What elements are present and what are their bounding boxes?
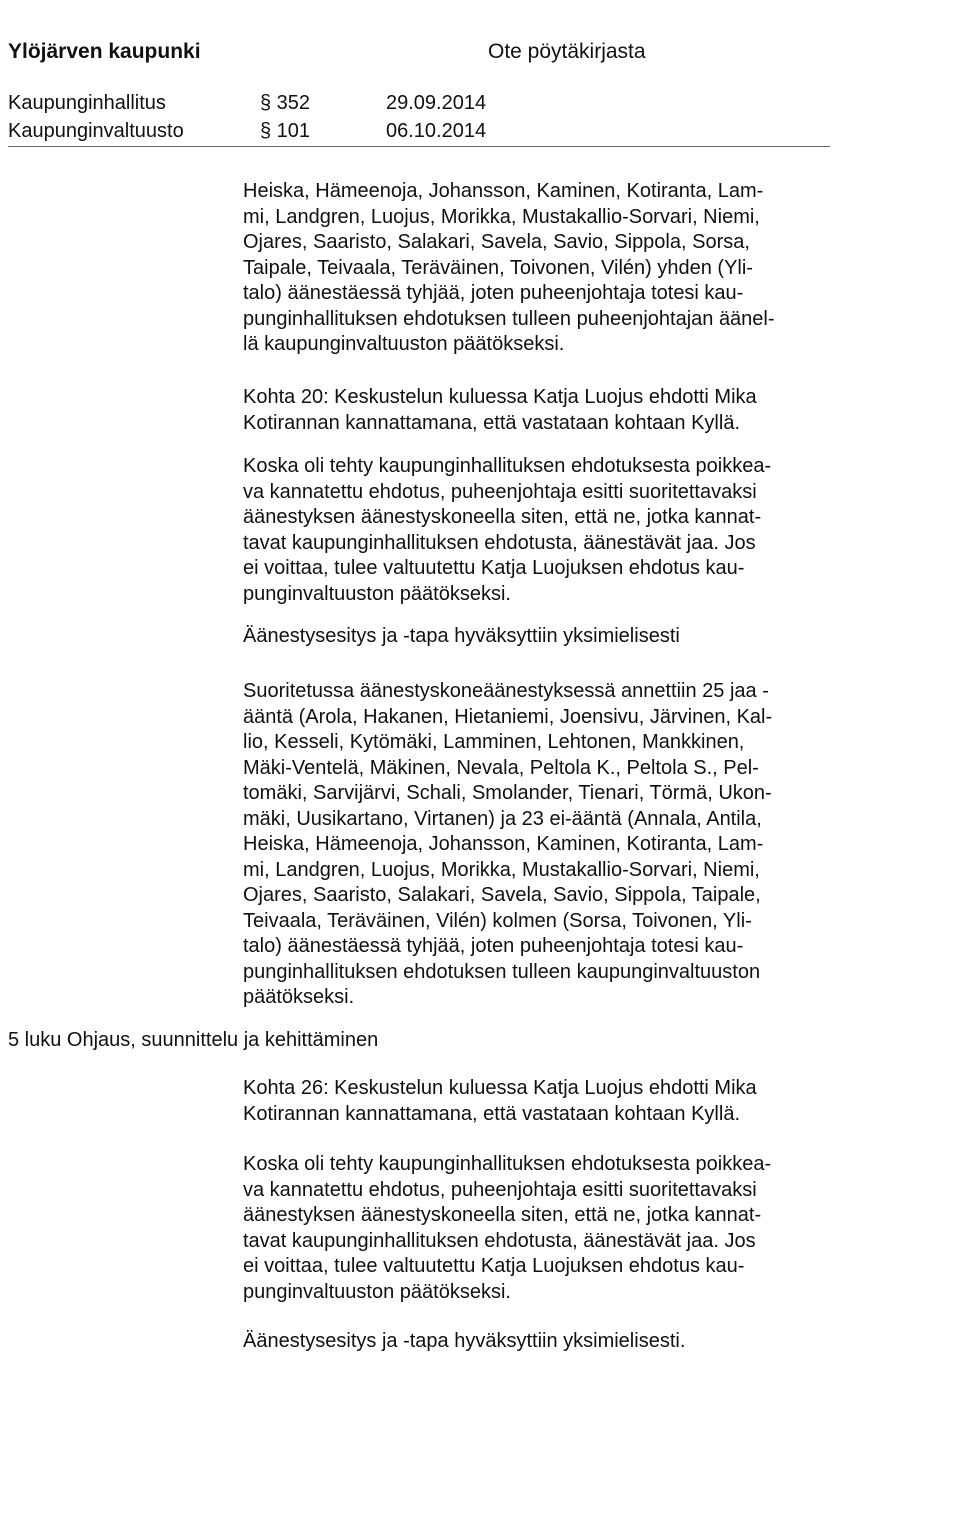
paragraph <box>243 385 843 436</box>
paragraph-line: Teivaala, Teräväinen, Vilén) kolmen (Sorsa, Toivonen, Yli- <box>243 909 752 932</box>
paragraph-line: Kohta 20: Keskustelun kuluessa Katja Luojus ehdotti Mika <box>243 386 757 408</box>
paragraph-line: punginvaltuuston päätökseksi. <box>243 1280 511 1303</box>
paragraph-line: Suoritetussa äänestyskoneäänestyksessä annettiin 25 jaa - <box>243 680 769 702</box>
paragraph-line: Kotirannan kannattamana, että vastataan kohtaan Kyllä. <box>243 411 741 434</box>
side-heading: 5 luku Ohjaus, suunnittelu ja kehittäminen <box>8 1029 379 1051</box>
paragraph-line: mäki, Uusikartano, Virtanen) ja 23 ei-ääntä (Annala, Antila, <box>243 807 762 830</box>
paragraph-line: Ojares, Saaristo, Salakari, Savela, Savio, Sippola, Taipale, <box>243 884 761 906</box>
organization-name: Ylöjärven kaupunki <box>8 40 201 63</box>
header-divider <box>8 146 830 147</box>
paragraph <box>243 179 843 358</box>
paragraph <box>243 454 843 607</box>
paragraph <box>243 1076 843 1127</box>
paragraph-line: Kohta 26: Keskustelun kuluessa Katja Luojus ehdotti Mika <box>243 1077 757 1099</box>
paragraph-line: mi, Landgren, Luojus, Morikka, Mustakallio-Sorvari, Niemi, <box>243 205 760 228</box>
document-type: Ote pöytäkirjasta <box>488 40 646 63</box>
paragraph-line: ei voittaa, tulee valtuutettu Katja Luojuksen ehdotus kau- <box>243 1255 745 1277</box>
paragraph-line: punginvaltuuston päätökseksi. <box>243 582 511 605</box>
paragraph-line: päätökseksi. <box>243 986 355 1008</box>
paragraph-line: Äänestysesitys ja -tapa hyväksyttiin yksimielisesti. <box>243 1330 686 1352</box>
paragraph-line: Mäki-Ventelä, Mäkinen, Nevala, Peltola K., Peltola S., Pel- <box>243 756 759 779</box>
paragraph-line: ei voittaa, tulee valtuutettu Katja Luojuksen ehdotus kau- <box>243 557 745 579</box>
paragraph-line: va kannatettu ehdotus, puheenjohtaja esitti suoritettavaksi <box>243 1178 757 1201</box>
paragraph-line: va kannatettu ehdotus, puheenjohtaja esitti suoritettavaksi <box>243 480 757 503</box>
paragraph-line: talo) äänestäessä tyhjää, joten puheenjohtaja totesi kau- <box>243 282 744 304</box>
paragraph-line: talo) äänestäessä tyhjää, joten puheenjohtaja totesi kau- <box>243 935 744 957</box>
paragraph-line: Ojares, Saaristo, Salakari, Savela, Savio, Sippola, Sorsa, <box>243 231 750 253</box>
paragraph-line: äänestyksen äänestyskoneella siten, että ne, jotka kannat- <box>243 1204 762 1226</box>
paragraph-line: Kotirannan kannattamana, että vastataan kohtaan Kyllä. <box>243 1102 741 1125</box>
meeting-section: § 101 <box>260 120 311 142</box>
paragraph-line: lä kaupunginvaltuuston päätökseksi. <box>243 333 565 355</box>
paragraph-line: Heiska, Hämeenoja, Johansson, Kaminen, Kotiranta, Lam- <box>243 833 764 855</box>
paragraph-line: Taipale, Teivaala, Teräväinen, Toivonen, Vilén) yhden (Yli- <box>243 256 753 279</box>
meeting-body: Kaupunginvaltuusto <box>8 120 184 142</box>
meeting-date: 29.09.2014 <box>386 92 487 114</box>
paragraph-line: tavat kaupunginhallituksen ehdotusta, äänestävät jaa. Jos <box>243 1229 756 1252</box>
paragraph-line: tavat kaupunginhallituksen ehdotusta, äänestävät jaa. Jos <box>243 531 756 554</box>
paragraph-line: Äänestysesitys ja -tapa hyväksyttiin yksimielisesti <box>243 625 680 647</box>
meeting-section: § 352 <box>260 92 311 114</box>
paragraph <box>243 1329 843 1355</box>
meeting-body: Kaupunginhallitus <box>8 92 166 114</box>
meeting-date: 06.10.2014 <box>386 120 487 142</box>
paragraph-line: Koska oli tehty kaupunginhallituksen ehdotuksesta poikkea- <box>243 1153 772 1175</box>
paragraph <box>243 679 843 1011</box>
paragraph-line: äänestyksen äänestyskoneella siten, että ne, jotka kannat- <box>243 506 762 528</box>
meeting-row-council <box>8 120 708 146</box>
paragraph-line: Heiska, Hämeenoja, Johansson, Kaminen, Kotiranta, Lam- <box>243 180 764 202</box>
paragraph-line: ääntä (Arola, Hakanen, Hietaniemi, Joensivu, Järvinen, Kal- <box>243 705 773 728</box>
paragraph-line: tomäki, Sarvijärvi, Schali, Smolander, Tienari, Törmä, Ukon- <box>243 782 772 804</box>
paragraph-line: Koska oli tehty kaupunginhallituksen ehdotuksesta poikkea- <box>243 455 772 477</box>
paragraph-line: lio, Kesseli, Kytömäki, Lamminen, Lehtonen, Mankkinen, <box>243 731 745 753</box>
paragraph-line: punginhallituksen ehdotuksen tulleen kaupunginvaltuuston <box>243 960 761 983</box>
paragraph <box>243 624 843 650</box>
paragraph <box>243 1152 843 1305</box>
meeting-row-board <box>8 92 708 118</box>
paragraph-line: punginhallituksen ehdotuksen tulleen puheenjohtajan äänel- <box>243 307 775 330</box>
paragraph-line: mi, Landgren, Luojus, Morikka, Mustakallio-Sorvari, Niemi, <box>243 858 760 881</box>
